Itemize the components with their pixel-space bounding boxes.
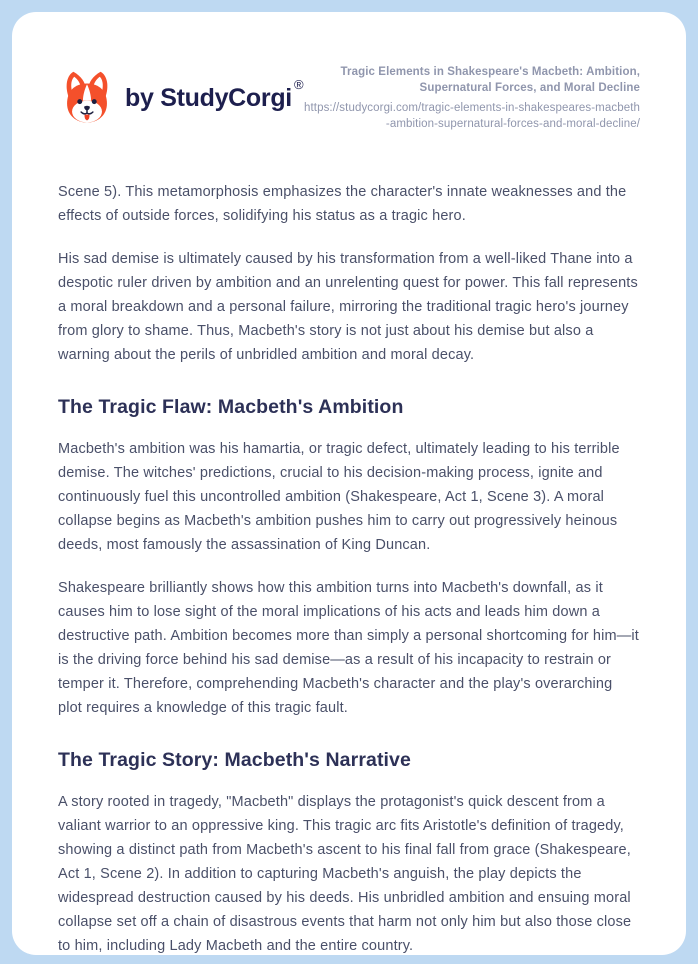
- section-heading-tragic-story: The Tragic Story: Macbeth's Narrative: [58, 749, 411, 772]
- document-header: [58, 64, 640, 132]
- corgi-head-icon: [58, 69, 116, 127]
- paragraph: Macbeth's ambition was his hamartia, or tragic defect, ultimately leading to his terrible demise. The witches' predictions, crucial to his decision-making process, ignite and continuously fuel this uncontrolled ambition (Shakespeare, Act 1, Scene 3). A moral collapse begins as Macbeth's ambition pushes him to carry out progressively heinous deeds, most famously the assassination of King Duncan.: [58, 441, 620, 554]
- studycorgi-logo[interactable]: [58, 69, 303, 127]
- paragraph: Scene 5). This metamorphosis emphasizes the character's innate weaknesses and the effects of outside forces, solidifying his status as a tragic hero.: [58, 184, 627, 225]
- paragraph: A story rooted in tragedy, "Macbeth" displays the protagonist's quick descent from a valiant warrior to an oppressive king. This tragic arc fits Aristotle's definition of tragedy, showing a distinct path from Macbeth's ascent to his final fall from grace (Shakespeare, Act 1, Scene 2). In addition to capturing Macbeth's anguish, the play depicts the widespread destruction caused by his deeds. His unbridled ambition and ensuing moral collapse set off a chain of disastrous events that harm not only him but also those close to him, including Lady Macbeth and the entire country.: [58, 794, 632, 955]
- article-body: [58, 180, 640, 955]
- document-title: Tragic Elements in Shakespeare's Macbeth: Ambition, Supernatural Forces, and Moral Decline: [340, 66, 640, 95]
- content-card: [12, 12, 686, 955]
- registered-trademark: ®: [293, 76, 304, 92]
- paragraph: His sad demise is ultimately caused by his transformation from a well-liked Thane into a despotic ruler driven by ambition and an unrelenting quest for power. This fall represents a moral breakdown and a personal failure, mirroring the traditional tragic hero's journey from glory to shame. Thus, Macbeth's story is not just about his demise but also a warning about the perils of unbridled ambition and moral decay.: [58, 251, 638, 364]
- document-meta: [303, 64, 640, 132]
- brand-text: by StudyCorgi ®: [125, 76, 304, 112]
- paragraph: Shakespeare brilliantly shows how this ambition turns into Macbeth's downfall, as it causes him to lose sight of the moral implications of his acts and leads him down a destructive path. Ambition becomes more than simply a personal shortcoming for him—it is the driving force behind his sad demise—as a result of his incapacity to restrain or temper it. Therefore, comprehending Macbeth's character and the play's overarching plot requires a knowledge of this tragic fault.: [58, 580, 639, 717]
- document-url[interactable]: https://studycorgi.com/tragic-elements-in-shakespeares-macbeth-ambition-supernatural-forces-and-moral-decline/: [303, 102, 640, 131]
- section-heading-tragic-flaw: The Tragic Flaw: Macbeth's Ambition: [58, 396, 404, 419]
